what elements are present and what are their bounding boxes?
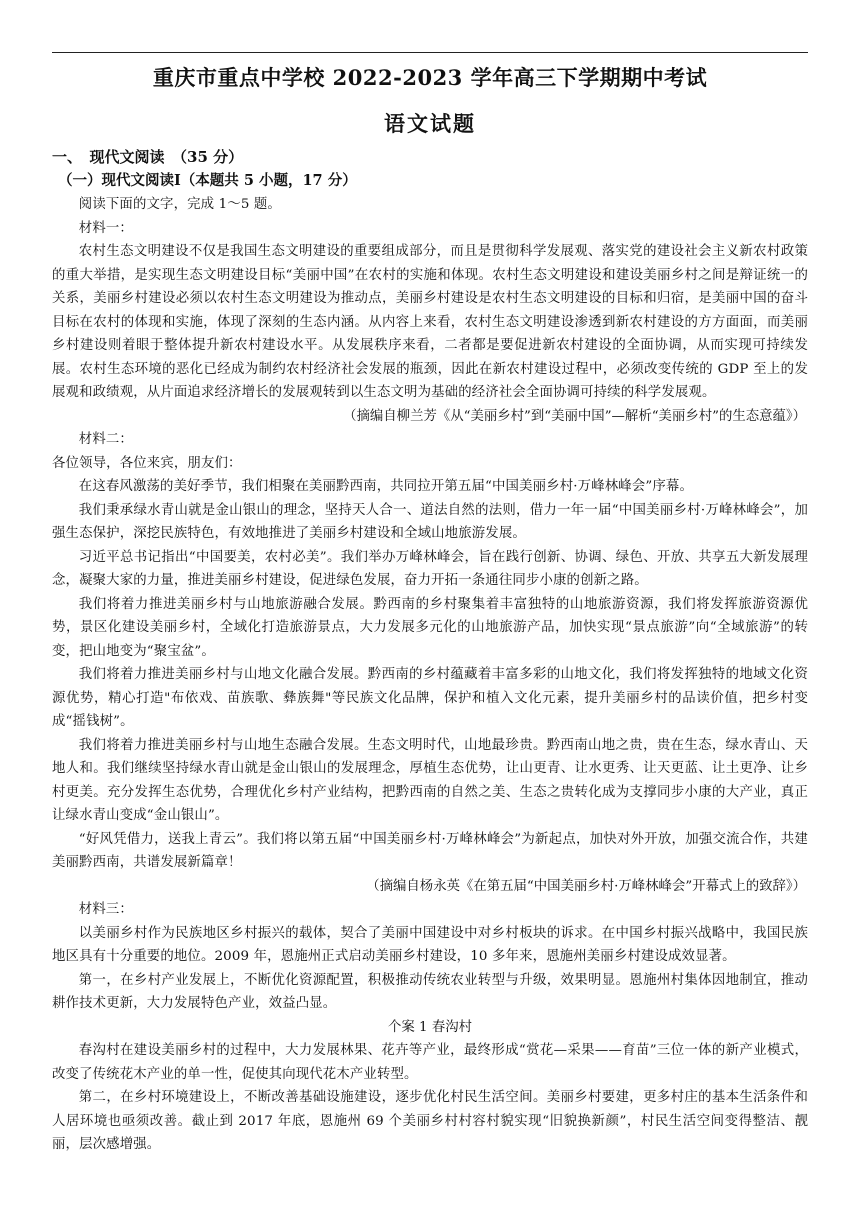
material2-paragraph: 我们秉承绿水青山就是金山银山的理念，坚持天人合一、道法自然的法则，借力一年一届“中国美丽乡村·万峰林峰会”，加强生态保护，深挖民族特色，有效地推进了美丽乡村建设和全域山地旅游发展。 [52,502,808,541]
section-heading: 一、 现代文阅读 （35 分） [52,148,244,166]
exam-title: 重庆市重点中学校 2022-2023 学年高三下学期期中考试 [152,65,708,90]
material2-paragraph: 我们将着力推进美丽乡村与山地文化融合发展。黔西南的乡村蕴藏着丰富多彩的山地文化，我们将发挥独特的地域文化资源优势，精心打造"布依戏、苗族歌、彝族舞"等民族文化品牌，保护和植入文化元素，提升美丽乡村的品读价值，把乡村变成“摇钱树”。 [52,667,808,729]
material3-paragraph: 第一，在乡村产业发展上，不断优化资源配置，积极推动传统农业转型与升级，效果明显。恩施州村集体因地制宜，推动耕作技术更新，大力发展特色产业，效益凸显。 [52,972,808,1011]
material2-paragraph: 我们将着力推进美丽乡村与山地旅游融合发展。黔西南的乡村聚集着丰富独特的山地旅游资源，我们将发挥旅游资源优势，景区化建设美丽乡村，全域化打造旅游景点，大力发展多元化的山地旅游产品，加快实现“景点旅游”向“全域旅游”的转变，把山地变为“聚宝盆”。 [52,596,808,659]
material2-source: （摘编自杨永英《在第五届“中国美丽乡村·万峰林峰会”开幕式上的致辞》） [366,878,806,894]
document-body [52,145,808,1157]
material3-label: 材料三： [78,902,133,917]
case-title: 个案 1 春沟村 [388,1019,472,1035]
instruction: 阅读下面的文字，完成 1～5 题。 [78,197,281,212]
subsection-heading: （一）现代文阅读Ⅰ（本题共 5 小题，17 分） [58,172,357,189]
material2-paragraph: 我们将着力推进美丽乡村与山地生态融合发展。生态文明时代，山地最珍贵。黔西南山地之贵，贵在生态，绿水青山、天地人和。我们继续坚持绿水青山就是金山银山的发展理念，厚植生态优势，让山更青、让水更秀、让天更蓝、让土更净、让乡村更美。充分发挥生态优势，合理优化乡村产业结构，把黔西南的自然之美、生态之贵转化成为支撑同步小康的大产业，真正让绿水青山变成“金山银山”。 [52,737,808,823]
material2-paragraph: 在这春风激荡的美好季节，我们相聚在美丽黔西南，共同拉开第五届“中国美丽乡村·万峰林峰会”序幕。 [78,479,693,494]
material2-label: 材料二： [78,432,133,447]
material1-label: 材料一： [78,220,133,236]
material3-paragraph: 第二，在乡村环境建设上，不断改善基础设施建设，逐步优化村民生活空间。美丽乡村要建，更多村庄的基本生活条件和人居环境也亟须改善。截止到 2017 年底，恩施州 69 个美丽乡村村容村貌实现“旧貌换新颜”，村民生活空间变得整洁、靓丽，层次感增强。 [52,1090,808,1152]
material3-paragraph: 春沟村在建设美丽乡村的过程中，大力发展林果、花卉等产业，最终形成“赏花—采果——育苗”三位一体的新产业模式，改变了传统花木产业的单一性，促使其向现代花木产业转型。 [52,1043,808,1082]
material2-paragraph: “好风凭借力，送我上青云”。我们将以第五届“中国美丽乡村·万峰林峰会”为新起点，加快对外开放，加强交流合作，共建美丽黔西南，共谱发展新篇章！ [52,831,808,870]
material1-paragraph: 农村生态文明建设不仅是我国生态文明建设的重要组成部分，而且是贯彻科学发展观、落实党的建设社会主义新农村政策的重大举措，是实现生态文明建设目标“美丽中国”在农村的实施和体现。农村生态文明建设和建设美丽乡村之间是辩证统一的关系，美丽乡村建设必须以农村生态文明建设为推动点，美丽乡村建设是农村生态文明建设的目标和归宿，是美丽中国的奋斗目标在农村的体现和实施，体现了深刻的生态内涵。从内容上来看，农村生态文明建设渗透到新农村建设的方方面面，而美丽乡村建设则着眼于整体提升新农村建设水平。从发展秩序来看，二者都是要促进新农村建设的全面协调，从而实现可持续发展。农村生态环境的恶化已经成为制约农村经济社会发展的瓶颈，因此在新农村建设过程中，必须改变传统的 GDP 至上的发展观和政绩观，从片面追求经济增长的发展观转到以生态文明为基础的经济社会全面协调可持续的科学发展观。 [52,244,808,400]
material1-source: （摘编自柳兰芳《从“美丽乡村”到“美丽中国”—解析“美丽乡村”的生态意蕴》） [343,408,806,424]
exam-subtitle: 语文试题 [384,111,476,136]
header-rule [52,52,808,53]
material2-greeting: 各位领导，各位来宾，朋友们： [52,455,242,471]
material3-paragraph: 以美丽乡村作为民族地区乡村振兴的载体，契合了美丽中国建设中对乡村板块的诉求。在中国乡村振兴战略中，我国民族地区具有十分重要的地位。2009 年，恩施州正式启动美丽乡村建设，10 多年来，恩施州美丽乡村建设成效显著。 [52,925,808,964]
material2-paragraph: 习近平总书记指出“中国要美，农村必美”。我们举办万峰林峰会，旨在践行创新、协调、绿色、开放、共享五大新发展理念，凝聚大家的力量，推进美丽乡村建设，促进绿色发展，奋力开拓一条通往同步小康的创新之路。 [52,549,808,588]
